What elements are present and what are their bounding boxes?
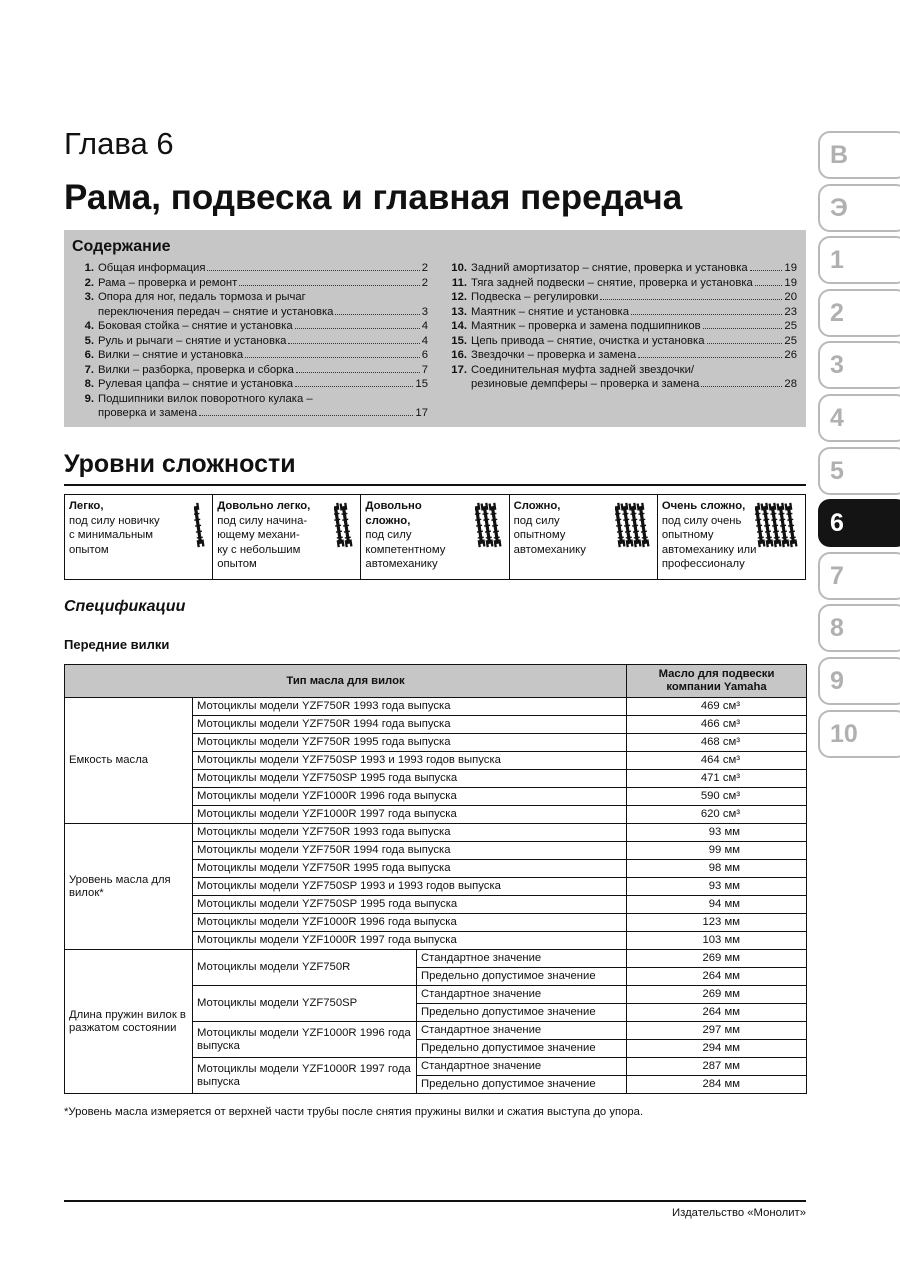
value-cell: 287 мм [627,1058,807,1076]
toc-item [445,319,797,334]
toc-line [471,377,797,392]
toc-item-number: 16. [451,349,467,361]
model-cell: Мотоциклы модели YZF750SP 1995 года выпуска [193,770,627,788]
chapter-tab[interactable] [818,710,900,758]
model-cell: Мотоциклы модели YZF750R 1993 года выпуска [193,698,627,716]
specifications-heading: Спецификации [64,598,186,615]
toc-item [445,305,797,320]
toc-item [445,348,797,363]
toc-line-text: Задний амортизатор – снятие, проверка и установка [471,262,748,274]
spring-length-label: Длина пружин вилок в разжатом состоянии [65,950,193,1094]
toc-item-body [471,276,797,291]
value-cell: 99 мм [627,842,807,860]
toc-line-text: Руль и рычаги – снятие и установка [98,334,287,347]
toc-item-body [471,261,797,276]
difficulty-text-line: под силу новичку [69,514,160,527]
toc-item-body [98,392,428,421]
chapter-tab-label: Э [830,193,848,222]
toc-line-text: Рулевая цапфа – снятие и установка [98,378,294,390]
value-cell: 123 мм [627,914,807,932]
model-cell: Мотоциклы модели YZF1000R 1997 года выпуска [193,932,627,950]
toc-line-text: Общая информация [98,262,206,274]
limit-label: Предельно допустимое значение [417,1040,627,1058]
chapter-tab[interactable] [818,447,900,495]
toc-item-number: 13. [451,305,467,318]
difficulty-level [360,495,508,579]
toc-page-number: 4 [421,320,428,332]
chapter-tab[interactable] [818,341,900,389]
toc-leader-dots [288,343,419,344]
toc-leader-dots [703,328,783,329]
toc-item-body [98,348,428,363]
toc-line-text: Подшипники вилок поворотного кулака – [98,392,313,405]
difficulty-text-line: профессионалу [661,558,745,570]
chapter-tab[interactable] [818,604,900,652]
wrench-icon [334,501,354,549]
toc-line-text: Тяга задней подвески – снятие, проверка и установка [471,276,753,289]
value-cell: 269 мм [627,986,807,1004]
toc-item-number: 11. [451,276,467,289]
toc-line [98,305,428,320]
toc-line-text: Цепь привода – снятие, очистка и установка [471,334,705,347]
toc-item [445,261,797,276]
difficulty-description [365,499,477,572]
toc-item-number: 10. [451,262,467,274]
footer-rule [64,1200,806,1202]
chapter-tab-label: 4 [830,404,844,432]
toc-item-body [98,276,428,291]
difficulty-text-line: компетентному [365,543,446,556]
toc-item [72,319,428,334]
difficulty-wrenches [615,501,651,554]
toc-line [98,319,428,334]
standard-label: Стандартное значение [417,950,627,968]
chapter-tab[interactable] [818,236,900,284]
publisher-label: Издательство «Монолит» [672,1207,806,1219]
toc-item-body [471,305,797,320]
model-cell: Мотоциклы модели YZF750SP 1993 и 1993 годов выпуска [193,878,627,896]
toc-item-body [471,334,797,349]
value-cell: 103 мм [627,932,807,950]
toc-line [98,377,428,392]
toc-line-text: Рама – проверка и ремонт [98,276,238,289]
model-cell: Мотоциклы модели YZF1000R 1996 года выпуска [193,1022,417,1058]
oil-type-header: Тип масла для вилок [65,665,627,698]
value-cell: 466 см³ [627,716,807,734]
toc-line-text: Звездочки – проверка и замена [471,349,637,361]
toc-page-number: 25 [784,334,797,347]
toc-line-text: Опора для ног, педаль тормоза и рычаг [98,291,306,303]
front-forks-heading: Передние вилки [64,637,170,652]
toc-page-number: 19 [784,276,797,289]
toc-item [72,363,428,378]
chapter-tab-label: 5 [830,456,844,485]
model-cell: Мотоциклы модели YZF1000R 1997 года выпуска [193,806,627,824]
toc-page-number: 23 [784,305,797,318]
difficulty-text-line: опытному [513,529,566,541]
difficulty-label: сложно, [365,514,411,527]
difficulty-level [657,495,805,579]
toc-leader-dots [335,314,419,315]
toc-line [98,261,428,276]
oil-level-label: Уровень масла для вилок* [65,824,193,950]
toc-item-body [98,377,428,392]
table-footnote: *Уровень масла измеряется от верхней части трубы после снятия пружины вилки и сжатия выступа до упора. [64,1106,644,1118]
difficulty-label: Довольно легко, [217,500,311,512]
difficulty-text-line: под силу [365,529,412,541]
toc-leader-dots [207,270,419,271]
difficulty-wrenches [334,501,354,554]
chapter-tab-label: 8 [830,614,844,643]
chapter-tab[interactable] [818,552,900,600]
table-row [65,824,807,842]
chapter-tab[interactable] [818,184,900,232]
toc-item [445,334,797,349]
difficulty-heading: Уровни сложности [64,450,296,478]
contents-heading: Содержание [72,238,171,255]
chapter-tab-label: 6 [830,509,844,538]
toc-item [72,261,428,276]
value-cell: 590 см³ [627,788,807,806]
toc-leader-dots [600,299,782,300]
chapter-tab[interactable] [818,499,900,547]
wrench-icon [194,501,206,549]
value-cell: 471 см³ [627,770,807,788]
table-row [65,950,807,968]
toc-line [98,348,428,363]
toc-line-text: Боковая стойка – снятие и установка [98,320,293,332]
difficulty-wrenches [755,501,799,554]
chapter-tab-label: 2 [830,298,844,327]
difficulty-text-line: автомеханику или [661,543,757,556]
chapter-tab-label: 9 [830,667,844,695]
wrench-icon [755,501,799,549]
value-cell: 284 мм [627,1076,807,1094]
value-cell: 98 мм [627,860,807,878]
toc-item-body [98,290,428,319]
difficulty-description [69,499,181,557]
difficulty-text-line: с минимальным [69,529,154,541]
toc-line [471,305,797,320]
standard-label: Стандартное значение [417,1022,627,1040]
toc-item-number: 12. [451,291,467,303]
difficulty-label: Довольно [365,500,422,512]
toc-page-number: 3 [421,305,428,318]
value-cell: 264 мм [627,1004,807,1022]
toc-item [445,276,797,291]
toc-line-text: проверка и замена [98,407,198,419]
standard-label: Стандартное значение [417,1058,627,1076]
toc-line [471,290,797,305]
toc-leader-dots [239,285,419,286]
model-cell: Мотоциклы модели YZF750SP 1995 года выпуска [193,896,627,914]
difficulty-label: Легко, [69,500,104,512]
model-cell: Мотоциклы модели YZF750R 1993 года выпуска [193,824,627,842]
model-cell: Мотоциклы модели YZF1000R 1997 года выпуска [193,1058,417,1094]
difficulty-text-line: под силу очень [661,514,742,527]
toc-item [72,348,428,363]
value-cell: 94 мм [627,896,807,914]
toc-leader-dots [755,285,783,286]
toc-page-number: 17 [415,407,428,419]
toc-item [72,392,428,421]
model-cell: Мотоциклы модели YZF1000R 1996 года выпуска [193,914,627,932]
model-cell: Мотоциклы модели YZF750R 1995 года выпуска [193,734,627,752]
value-cell: 93 мм [627,824,807,842]
toc-leader-dots [701,386,782,387]
chapter-tab[interactable] [818,289,900,337]
toc-item-body [471,290,797,305]
difficulty-text-line: опытом [217,558,257,570]
toc-item-number: 5. [84,334,94,347]
value-cell: 297 мм [627,1022,807,1040]
difficulty-rule [64,484,806,486]
chapter-tab-label: 10 [830,719,858,748]
contents-box [64,230,806,427]
table-row [65,698,807,716]
toc-line-text: Подвеска – регулировки [471,291,599,303]
toc-left-column [72,261,428,421]
difficulty-level [509,495,657,579]
toc-item-number: 3. [84,291,94,303]
difficulty-text-line: под силу начина- [217,514,308,527]
chapter-tab[interactable] [818,131,900,179]
limit-label: Предельно допустимое значение [417,968,627,986]
difficulty-text-line: опытному [661,529,714,541]
toc-item-number: 8. [84,378,94,390]
difficulty-text-line: опытом [69,543,109,556]
toc-line-text: резиновые демпферы – проверка и замена [471,378,700,390]
toc-item-body [471,363,797,392]
toc-line [471,276,797,291]
toc-page-number: 2 [421,262,428,274]
toc-leader-dots [750,270,783,271]
value-cell: 264 мм [627,968,807,986]
yamaha-oil-header: Масло для подвески компании Yamaha [627,665,807,698]
toc-leader-dots [199,415,413,416]
toc-page-number: 2 [421,276,428,289]
difficulty-level [65,495,212,579]
toc-item-number: 2. [84,276,94,289]
toc-right-column [445,261,797,392]
difficulty-levels [64,494,806,580]
toc-page-number: 20 [784,291,797,303]
difficulty-level [212,495,360,579]
toc-page-number: 7 [421,363,428,376]
toc-leader-dots [296,372,420,373]
standard-label: Стандартное значение [417,986,627,1004]
toc-leader-dots [295,328,420,329]
chapter-tab-label: 7 [830,561,844,590]
wrench-icon [475,501,503,549]
toc-line [98,276,428,291]
difficulty-description [514,499,626,557]
value-cell: 468 см³ [627,734,807,752]
toc-line [98,334,428,349]
toc-line-text: Вилки – снятие и установка [98,349,244,361]
toc-line [98,290,428,305]
toc-item [72,334,428,349]
chapter-number: Глава 6 [64,126,174,161]
toc-item [72,276,428,291]
toc-line-text: Маятник – проверка и замена подшипников [471,320,701,332]
toc-page-number: 4 [421,334,428,347]
toc-item-body [98,261,428,276]
oil-capacity-label: Емкость масла [65,698,193,824]
model-cell: Мотоциклы модели YZF1000R 1996 года выпуска [193,788,627,806]
toc-leader-dots [295,386,413,387]
toc-line [471,319,797,334]
value-cell: 269 мм [627,950,807,968]
model-cell: Мотоциклы модели YZF750R [193,950,417,986]
table-header-row [65,665,807,698]
toc-item-body [471,348,797,363]
value-cell: 93 мм [627,878,807,896]
model-cell: Мотоциклы модели YZF750R 1994 года выпуска [193,716,627,734]
toc-line-text: Соединительная муфта задней звездочки/ [471,363,695,376]
toc-page-number: 25 [784,320,797,332]
model-cell: Мотоциклы модели YZF750SP [193,986,417,1022]
toc-line [471,363,797,378]
toc-item-body [98,334,428,349]
limit-label: Предельно допустимое значение [417,1076,627,1094]
toc-item-body [471,319,797,334]
toc-page-number: 15 [415,378,428,390]
chapter-title: Рама, подвеска и главная передача [64,178,683,217]
toc-line [98,363,428,378]
difficulty-wrenches [475,501,503,554]
toc-line [471,348,797,363]
difficulty-text-line: автомеханику [513,543,586,556]
value-cell: 469 см³ [627,698,807,716]
difficulty-text-line: ку с небольшим [217,543,301,556]
toc-line-text: переключения передач – снятие и установка [98,305,334,318]
toc-leader-dots [631,314,782,315]
difficulty-wrenches [194,501,206,554]
chapter-tab[interactable] [818,394,900,442]
difficulty-label: Очень сложно, [661,500,746,512]
toc-page-number: 28 [784,378,797,390]
toc-item-body [98,319,428,334]
toc-item-body [98,363,428,378]
difficulty-text-line: ющему механи- [217,529,300,541]
toc-line [98,406,428,421]
wrench-icon [615,501,651,549]
chapter-tab-label: В [830,141,849,169]
toc-leader-dots [245,357,420,358]
toc-item [72,377,428,392]
toc-leader-dots [638,357,782,358]
toc-item [445,290,797,305]
toc-page-number: 26 [784,349,797,361]
value-cell: 620 см³ [627,806,807,824]
difficulty-text-line: под силу [513,514,560,527]
toc-item-number: 17. [451,363,467,376]
value-cell: 464 см³ [627,752,807,770]
chapter-tab-label: 1 [830,246,844,275]
toc-line [471,334,797,349]
difficulty-label: Сложно, [513,500,561,512]
chapter-tab-label: 3 [830,351,844,380]
toc-item-number: 9. [84,392,94,405]
toc-page-number: 19 [784,262,797,274]
toc-line-text: Вилки – разборка, проверка и сборка [98,363,294,376]
toc-line [471,261,797,276]
toc-item [445,363,797,392]
chapter-tab[interactable] [818,657,900,705]
toc-leader-dots [707,343,783,344]
value-cell: 294 мм [627,1040,807,1058]
toc-item-number: 1. [84,262,94,274]
toc-line [98,392,428,407]
toc-item-number: 15. [451,334,467,347]
limit-label: Предельно допустимое значение [417,1004,627,1022]
toc-item-number: 4. [84,320,94,332]
difficulty-text-line: автомеханику [365,558,438,570]
toc-page-number: 6 [421,349,428,361]
toc-item-number: 7. [84,363,94,376]
difficulty-description [217,499,329,572]
toc-item-number: 6. [84,349,94,361]
model-cell: Мотоциклы модели YZF750SP 1993 и 1993 годов выпуска [193,752,627,770]
toc-item-number: 14. [451,320,467,332]
model-cell: Мотоциклы модели YZF750R 1994 года выпуска [193,842,627,860]
toc-item [72,290,428,319]
model-cell: Мотоциклы модели YZF750R 1995 года выпуска [193,860,627,878]
toc-line-text: Маятник – снятие и установка [471,305,630,318]
front-fork-spec-table [64,664,807,1094]
